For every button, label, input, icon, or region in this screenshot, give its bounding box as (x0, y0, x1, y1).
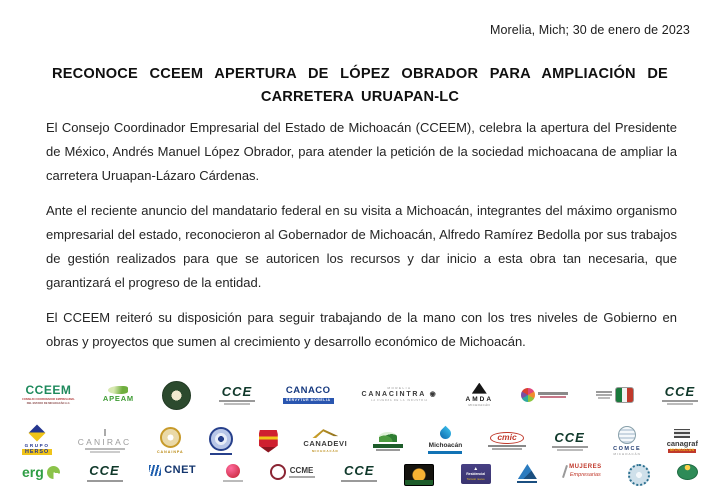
residencial-torreon-icon (461, 464, 491, 484)
logo-grupo-herso (22, 427, 52, 455)
cce-1-line-0: CCE (221, 383, 253, 399)
cce-2-line-0: CCE (664, 383, 696, 399)
logo-cce-2 (662, 385, 698, 406)
cce-5-line-1 (341, 480, 377, 482)
logo-medallon (628, 464, 650, 486)
residencial-torreon-text (466, 467, 485, 482)
sello-rojo-text (223, 480, 243, 482)
cnet-line-0: CNET (164, 464, 197, 476)
ccme-line-1 (289, 476, 315, 478)
triangulo-azul-text (517, 481, 537, 483)
canacintra-line-1: CANACINTRA ◉ (361, 391, 438, 399)
logo-cce-1 (219, 385, 255, 406)
emblema-tricolor-icon (615, 387, 634, 403)
canadevi-text (303, 440, 347, 453)
logo-triangulo-azul (517, 464, 537, 483)
dateline: Morelia, Mich; 30 de enero de 2023 (489, 23, 690, 37)
emblema-azul-icon (209, 427, 233, 451)
residencial-torreon-line-2: Torreón nuevo (466, 477, 485, 482)
triangulo-azul-line-0 (517, 481, 537, 483)
comce-text (613, 446, 641, 457)
amda-line-0: AMDA (465, 395, 494, 403)
cceem-line-1: CONSEJO COORDINADOR EMPRESARIAL (22, 397, 75, 401)
logo-cce-5 (341, 464, 377, 482)
cce-2-line-1 (662, 400, 698, 402)
mujeres-empresarias-line-0: MUJERES (569, 464, 602, 470)
logo-seal-verde (162, 381, 191, 410)
canainpa-icon (160, 427, 181, 448)
logo-emblema-tricolor (596, 387, 634, 403)
seal-verde-icon (162, 381, 191, 410)
comce-icon (618, 426, 636, 444)
logo-row-1 (0, 372, 720, 418)
logo-amda (466, 383, 494, 408)
hojas-verdes-line-1 (376, 449, 400, 451)
cce-3-text (552, 431, 588, 452)
logo-canirac (78, 429, 132, 454)
logo-hojas-verdes (373, 432, 403, 451)
cce-3-line-1 (552, 446, 588, 448)
logo-canacintra (361, 387, 437, 403)
canacintra-text (361, 387, 437, 403)
michoacan-gota-icon (438, 426, 454, 442)
amda-line-1: MICHOACÁN (468, 403, 491, 408)
instituto-pinwheel-line-0 (538, 392, 568, 395)
paragraph-2: Ante el reciente anuncio del mandatario federal en su visita a Michoacán, integrantes del máximo organismo empresarial del estado, reconocieron al Gobernador de Michoacán, Alfredo Ramírez Bedolla por sus trabajos de gestión realizados para que se autoricen los recursos y dar inicio a esta obra tan necesaria, que garantizará el progreso de la entidad. (46, 203, 677, 290)
logo-row-2 (0, 420, 720, 462)
cce-5-text (341, 464, 377, 482)
logo-canadevi (303, 429, 347, 453)
comce-line-0: COMCE (613, 445, 642, 452)
logo-instituto-pinwheel (521, 388, 568, 402)
residencial-torreon-line-0: ▲ (473, 465, 479, 472)
grupo-herso-text (22, 443, 52, 455)
erga-icon (47, 466, 60, 479)
apeam-line-0: APEAM (102, 394, 134, 404)
mujeres-empresarias-text (569, 464, 602, 478)
logo-row-3 (0, 464, 720, 504)
logo-comce (613, 426, 641, 457)
ccme-line-0: CCME (289, 465, 314, 475)
logo-apeam (103, 386, 134, 404)
logo-canaco (283, 386, 334, 404)
concha-verde-icon (677, 464, 698, 480)
canaco-line-1: SERVYTUR MORELIA (283, 398, 334, 404)
cceem-line-0: CCEEM (25, 383, 72, 398)
canagraf-text (667, 440, 698, 453)
canirac-text (78, 438, 132, 454)
comce-line-1: MICHOACÁN (613, 451, 641, 456)
logo-amanecer (404, 464, 434, 486)
cce-1-line-1 (219, 400, 255, 402)
emblema-tricolor-line-1 (596, 394, 612, 396)
amda-icon (472, 383, 487, 394)
canirac-line-0: CANIRAC (77, 436, 132, 447)
canadevi-line-0: CANADEVI (303, 439, 348, 449)
instituto-pinwheel-line-1 (540, 396, 566, 398)
canirac-line-1 (85, 448, 125, 450)
logo-concha-verde (677, 464, 698, 480)
ccme-text (289, 466, 315, 478)
canagraf-line-0: canagraf (666, 438, 698, 448)
emblema-azul-text (210, 453, 232, 455)
cce-4-text (87, 464, 123, 482)
logo-cceem (22, 384, 75, 406)
escudo-morelia-icon (259, 430, 278, 453)
michoacan-gota-line-0: Michoacán (428, 442, 463, 450)
erga-text (22, 464, 44, 480)
medallon-icon (628, 464, 650, 486)
emblema-tricolor-text (596, 391, 612, 399)
apeam-icon (108, 386, 128, 394)
logo-cmic (488, 432, 526, 450)
canagraf-line-1: MICHOACÁN (670, 448, 695, 453)
logo-ccme (270, 464, 315, 480)
canaco-line-0: CANACO (285, 385, 331, 397)
page-title: RECONOCE CCEEM APERTURA DE LÓPEZ OBRADOR PARA AMPLIACIÓN DE CARRETERA URUAPAN-LC (52, 65, 668, 106)
cmic-line-1 (488, 445, 526, 447)
canacintra-line-2: LA FUERZA DE LA INDUSTRIA (371, 399, 428, 403)
canaco-text (283, 386, 334, 404)
logo-erga (22, 464, 60, 480)
canirac-icon (104, 429, 106, 436)
cce-3-line-2 (557, 449, 583, 451)
logo-cce-3 (552, 431, 588, 452)
cceem-line-2: DEL ESTADO DE MICHOACÁN A.C. (26, 401, 71, 405)
logo-escudo-morelia (259, 430, 278, 453)
ccme-icon (270, 464, 286, 480)
michoacan-gota-line-1 (428, 451, 462, 454)
hojas-verdes-icon (379, 432, 397, 442)
erga-line-0: erg (22, 464, 44, 480)
canainpa-text (157, 450, 184, 454)
mujeres-empresarias-icon (562, 465, 568, 478)
logo-emblema-azul (209, 427, 233, 455)
emblema-tricolor-line-0 (596, 391, 612, 393)
cnet-icon (149, 465, 161, 476)
paragraph-3: El CCEEM reiteró su disposición para seguir trabajando de la mano con los tres niveles de Gobierno en obras y proyectos que sumen al crecimiento y desarrollo económico de Michoacán. (46, 310, 677, 349)
grupo-herso-line-1: HERSO (22, 449, 52, 455)
logo-residencial-torreon (461, 464, 491, 484)
apeam-text (103, 395, 134, 404)
cceem-text (22, 384, 75, 406)
canagraf-icon (674, 429, 690, 438)
emblema-azul-line-0 (210, 453, 232, 455)
canainpa-line-0: CANAINPA (156, 450, 184, 455)
amanecer-icon (404, 464, 434, 486)
cmic-text (488, 432, 526, 450)
cce-1-line-2 (224, 403, 250, 405)
logo-cnet (149, 464, 196, 477)
canacintra-line-0: MORELIA (387, 385, 412, 390)
hojas-verdes-line-0 (373, 444, 403, 448)
michoacan-gota-text (428, 442, 462, 453)
body-text (46, 116, 677, 365)
cce-5-line-0: CCE (344, 463, 375, 478)
logo-canainpa (157, 427, 184, 454)
canadevi-line-1: MICHOACÁN (312, 448, 339, 453)
paragraph-1: El Consejo Coordinador Empresarial del Estado de Michoacán (CCEEM), celebra la apertura del Presidente de México, Andrés Manuel López Obrador, para atender la petición de la sociedad michoacana de ampliar la carretera Uruapan-Lázaro Cárdenas. (46, 120, 677, 183)
cce-4-line-1 (87, 480, 123, 482)
instituto-pinwheel-icon (521, 388, 535, 402)
canadevi-icon (312, 429, 338, 438)
triangulo-azul-icon (518, 464, 537, 479)
instituto-pinwheel-text (538, 392, 568, 398)
cce-2-line-2 (667, 403, 693, 405)
sello-rojo-line-0 (223, 480, 243, 482)
cce-1-text (219, 385, 255, 406)
cce-4-line-0: CCE (89, 463, 120, 478)
hojas-verdes-text (373, 444, 403, 451)
cnet-text (164, 464, 196, 477)
logo-michoacan-gota (428, 428, 462, 453)
cmic-line-0: cmic (490, 432, 523, 444)
logo-strip (0, 372, 720, 504)
cmic-line-2 (492, 448, 522, 450)
grupo-herso-line-0: GRUPO (24, 442, 50, 448)
amda-text (466, 396, 494, 408)
cce-3-line-0: CCE (554, 429, 585, 445)
logo-mujeres-empresarias (564, 464, 602, 478)
sello-rojo-icon (226, 464, 240, 478)
canirac-line-2 (90, 451, 120, 453)
grupo-herso-icon (29, 424, 46, 441)
emblema-tricolor-line-2 (598, 397, 610, 399)
logo-sello-rojo (223, 464, 243, 482)
cce-2-text (662, 385, 698, 406)
logo-cce-4 (87, 464, 123, 482)
logo-canagraf (667, 429, 698, 453)
residencial-torreon-line-1: Residencial (466, 472, 486, 477)
mujeres-empresarias-line-1: Empresarias (569, 471, 601, 478)
